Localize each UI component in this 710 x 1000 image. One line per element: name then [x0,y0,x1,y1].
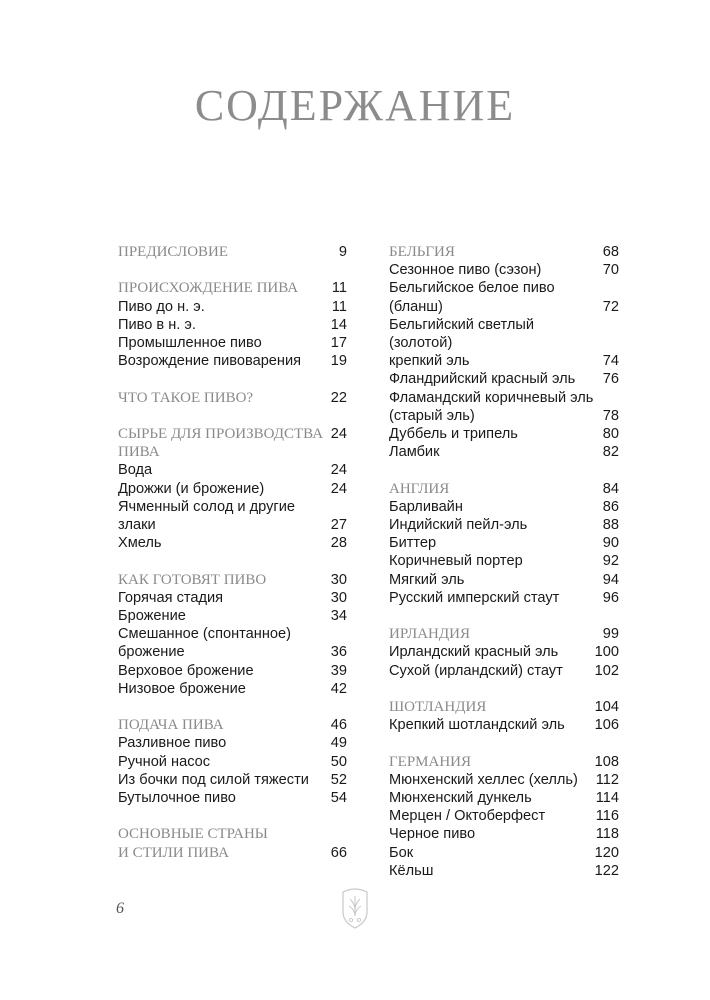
toc-item-title: Возрождение пивоварения [118,353,302,370]
toc-section [118,389,347,407]
toc-section-page: 30 [330,571,347,588]
toc-item-page: 70 [602,262,619,279]
toc-item-page: 19 [330,353,347,370]
toc-item-title: Кёльш [389,862,434,879]
toc-section [389,243,619,261]
toc-item-title: Мягкий эль [389,571,465,588]
section-gap [389,461,619,479]
toc-section-page: 104 [594,699,619,716]
toc-section [118,425,347,461]
toc-section-page: 99 [602,626,619,643]
toc-section-title: АНГЛИЯ [389,480,450,497]
toc-item-title: Хмель [118,535,162,552]
toc-item-page: 34 [330,608,347,624]
toc-item-page: 54 [330,790,347,807]
toc-section [118,825,347,861]
toc-section [389,698,619,716]
toc-item-title: Пиво до н. э. [118,298,205,315]
toc-item-page: 36 [330,644,347,661]
toc-item-page: 24 [330,462,347,479]
toc-section-page: 108 [594,753,619,770]
section-gap [389,680,619,698]
toc-item [389,516,619,534]
toc-item [118,461,347,479]
toc-item-title: Фламандский коричневый эль (старый эль) [389,389,594,424]
toc-item-page: 49 [330,735,347,752]
toc-section-title: КАК ГОТОВЯТ ПИВО [118,571,267,588]
toc-section-page: 68 [602,244,619,260]
toc-section-page: 22 [330,389,347,406]
section-gap [118,698,347,716]
toc-item [118,589,347,607]
toc-item-title: Барливайн [389,498,463,515]
toc-item-title: Индийский пейл-эль [389,517,528,534]
toc-item-title: Промышленное пиво [118,335,262,351]
toc-item-title: Мюнхенский дункель [389,790,532,807]
toc-item [118,680,347,698]
toc-item-page: 116 [595,808,619,825]
toc-item-page: 74 [602,353,619,370]
toc-item-page: 52 [330,771,347,788]
toc-item-title: Дрожжи (и брожение) [118,480,265,497]
toc-item-page: 72 [602,298,619,315]
toc-section-page: 46 [330,717,347,734]
toc-section [389,625,619,643]
toc-item-page: 42 [330,680,347,697]
toc-section-title: БЕЛЬГИЯ [389,244,455,260]
toc-item-page: 24 [330,480,347,497]
toc-item [118,298,347,316]
toc-item-page: 88 [602,517,619,534]
toc-item [118,753,347,771]
toc-item-title: Низовое брожение [118,680,246,697]
toc-item-page: 114 [595,790,619,807]
toc-item-page: 102 [594,662,619,679]
toc-item-title: Бутылочное пиво [118,790,236,807]
toc-item [118,534,347,552]
toc-item [389,716,619,734]
toc-item [118,607,347,625]
toc-item-title: Горячая стадия [118,589,224,606]
toc-item [389,498,619,516]
toc-item-title: Ирландский красный эль [389,644,559,661]
toc-item-page: 14 [330,316,347,333]
toc-item [389,443,619,461]
toc-section-title: ИРЛАНДИЯ [389,626,470,643]
toc-item [389,552,619,570]
toc-item [389,844,619,862]
toc-item [389,370,619,388]
toc-item [389,771,619,789]
section-gap [118,370,347,388]
toc-item-title: Бельгийское белое пиво (бланш) [389,280,555,315]
toc-section-page: 24 [330,425,347,442]
toc-item [118,662,347,680]
toc-item [389,807,619,825]
toc-item-page: 96 [602,589,619,606]
toc-item-title: Ламбик [389,444,440,461]
toc-section-page: 9 [338,244,347,260]
toc-item [118,334,347,352]
toc-item-page: 11 [331,298,347,315]
toc-section-title: ГЕРМАНИЯ [389,753,472,770]
section-gap [118,261,347,279]
toc-item [389,534,619,552]
toc-item [118,316,347,334]
toc-item [389,279,619,315]
toc-section [118,716,347,734]
toc-item-page: 118 [595,826,619,843]
toc-item-title: Сезонное пиво (сэзон) [389,262,542,279]
toc-item [389,389,619,425]
toc-item [389,825,619,843]
toc-item [389,571,619,589]
toc-item-title: Дуббель и трипель [389,426,518,443]
page-number: 6 [116,900,124,917]
page-title: СОДЕРЖАНИЕ [194,81,516,130]
toc-item-title: Русский имперский стаут [389,589,560,606]
toc-item [118,734,347,752]
toc-item-title: Пиво в н. э. [118,316,196,333]
toc-item-title: Ячменный солод и другие злаки [118,498,295,533]
toc-section-page: 11 [331,280,347,297]
toc-item-title: Смешанное (спонтанное) брожение [118,626,292,661]
toc-item-title: Верховое брожение [118,662,254,679]
toc-section-title: ПРОИСХОЖДЕНИЕ ПИВА [118,280,299,297]
toc-item-page: 30 [330,589,347,606]
toc-item-page: 76 [602,371,619,388]
toc-section-title: ОСНОВНЫЕ СТРАНЫ И СТИЛИ ПИВА [118,826,268,861]
section-gap [389,607,619,625]
toc-item [118,625,347,661]
toc-section-title: ПРЕДИСЛОВИЕ [118,244,229,260]
toc-item-title: Черное пиво [389,826,476,843]
toc-item [118,771,347,789]
toc-item-page: 28 [330,535,347,552]
toc-item-title: Из бочки под силой тяжести [118,771,309,788]
toc-item-title: Бок [389,844,414,861]
toc-section-title: ПОДАЧА ПИВА [118,717,224,734]
toc-item-page: 17 [330,335,347,351]
toc-section-title: СЫРЬЕ ДЛЯ ПРОИЗВОДСТВА ПИВА [118,425,324,461]
toc-section [389,480,619,498]
toc-section-title: ЧТО ТАКОЕ ПИВО? [118,389,254,406]
toc-item [118,352,347,370]
toc-section [389,753,619,771]
toc-section [118,243,347,261]
toc-item-page: 39 [330,662,347,679]
toc-item-page: 106 [594,717,619,734]
toc-item [389,643,619,661]
section-gap [389,734,619,752]
toc-item-title: Фландрийский красный эль [389,371,576,388]
toc-column-left [118,243,347,862]
toc-item [118,498,347,534]
emblem-icon [339,886,371,930]
toc-item-title: Ручной насос [118,753,211,770]
toc-item-page: 50 [330,753,347,770]
toc-item [118,480,347,498]
section-gap [118,552,347,570]
toc-item [389,589,619,607]
toc-section [118,279,347,297]
toc-item-title: Мюнхенский хеллес (хелль) [389,771,578,788]
toc-section-page: 66 [330,844,347,861]
toc-item [389,662,619,680]
toc-item-page: 112 [595,771,619,788]
toc-item-page: 86 [602,498,619,515]
toc-item [389,261,619,279]
toc-section-title: ШОТЛАНДИЯ [389,699,487,716]
toc-item-title: Вода [118,462,153,479]
toc-item-page: 78 [602,407,619,424]
toc-item-page: 82 [602,444,619,461]
toc-section [118,571,347,589]
toc-item-page: 122 [594,862,619,879]
toc-item-title: Разливное пиво [118,735,227,752]
toc-item-title: Биттер [389,535,437,552]
toc-column-right [389,243,619,880]
toc-item [118,789,347,807]
section-gap [118,807,347,825]
toc-item-title: Сухой (ирландский) стаут [389,662,563,679]
section-gap [118,407,347,425]
toc-item [389,316,619,371]
toc-item-title: Крепкий шотландский эль [389,717,565,734]
toc-item-page: 80 [602,426,619,443]
toc-item-title: Бельгийский светлый (золотой) крепкий эль [389,316,535,370]
toc-item-page: 90 [602,535,619,552]
toc-item [389,862,619,880]
toc-item [389,789,619,807]
toc-item-page: 100 [594,644,619,661]
toc-item-page: 94 [602,571,619,588]
toc-item-page: 92 [602,553,619,570]
toc-item-page: 120 [594,844,619,861]
toc-item-title: Коричневый портер [389,553,523,570]
toc-item-page: 27 [330,517,347,533]
toc-section-page: 84 [602,480,619,497]
toc-item-title: Брожение [118,608,186,624]
toc-item [389,425,619,443]
toc-item-title: Мерцен / Октоберфест [389,808,546,825]
